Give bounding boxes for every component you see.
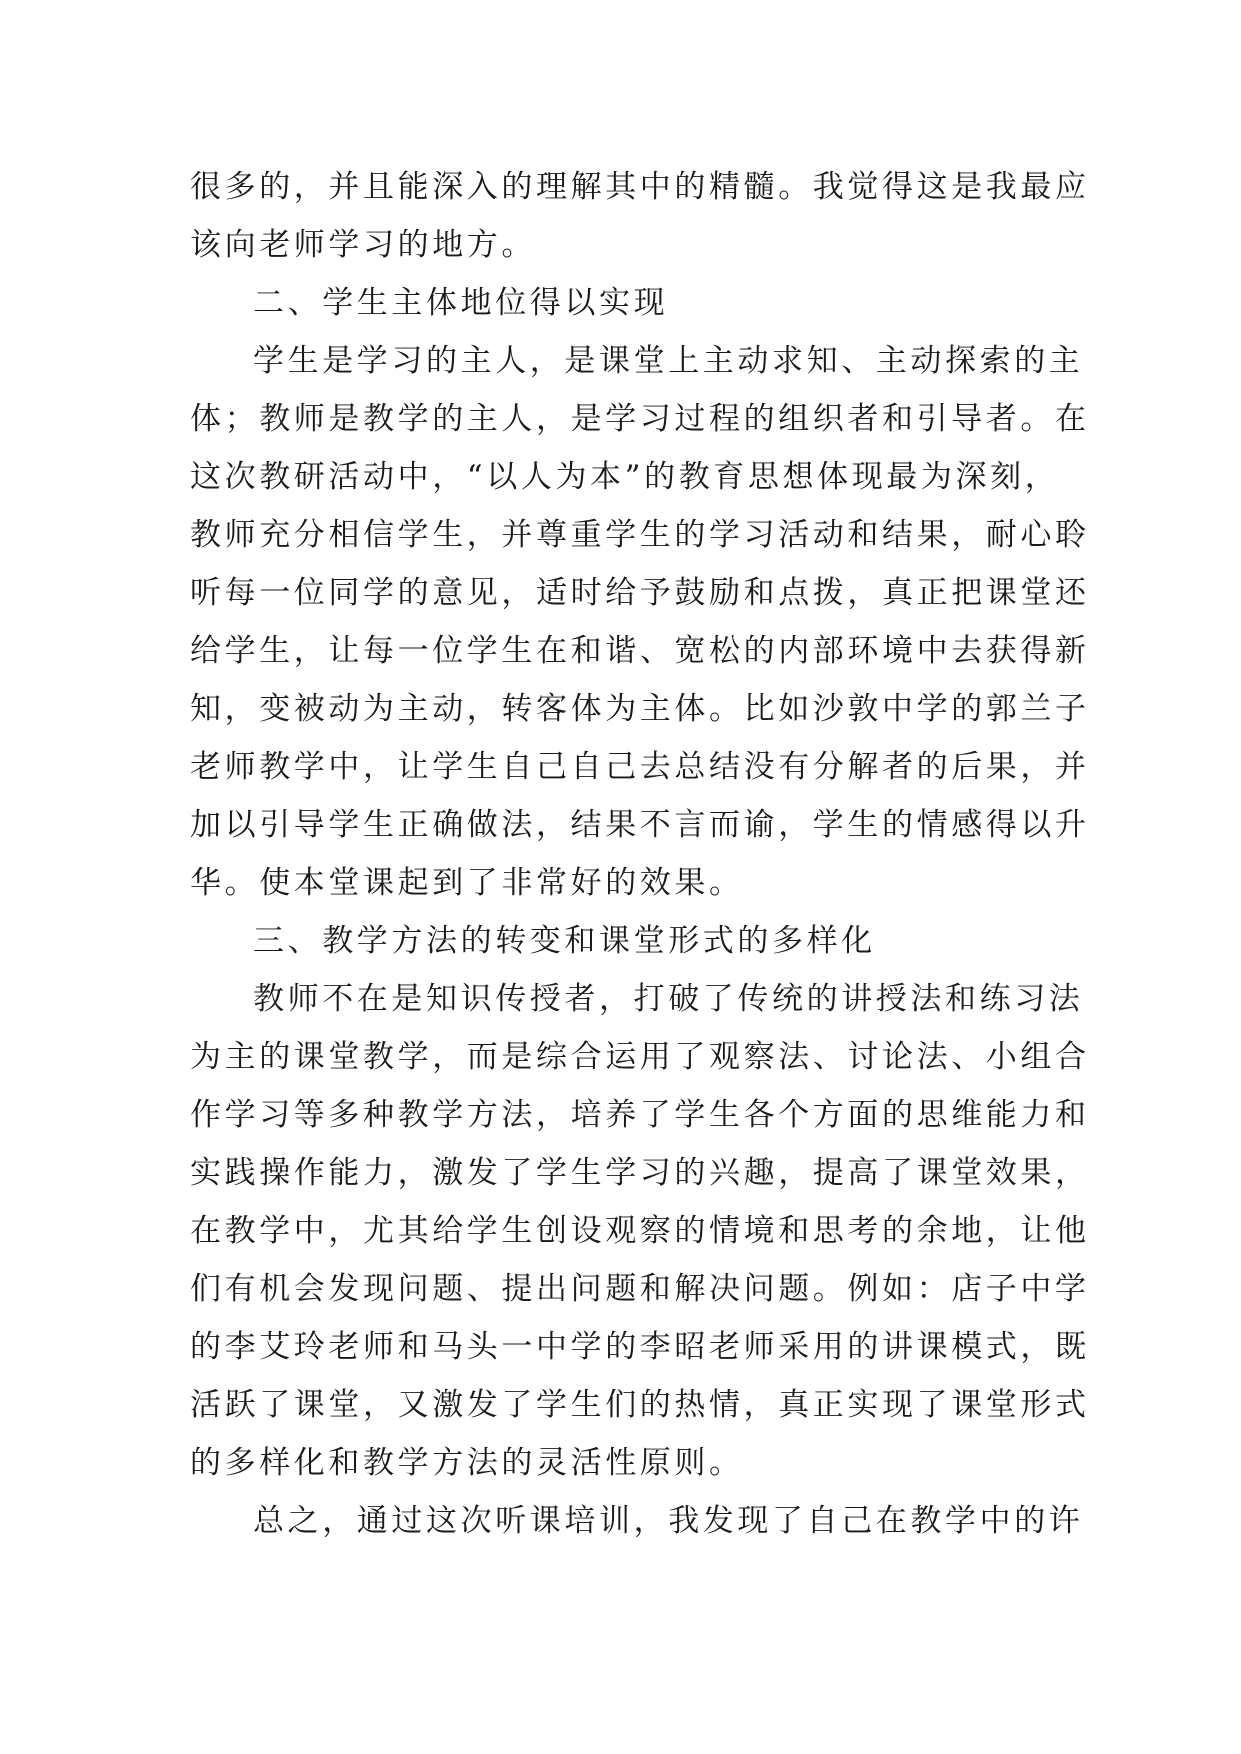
text-line: 知，变被动为主动，转客体为主体。比如沙敦中学的郭兰子 <box>190 691 1090 727</box>
document-body <box>190 158 1090 1550</box>
text-line: 们有机会发现问题、提出问题和解决问题。例如：店子中学 <box>190 1271 1090 1307</box>
text-line: 很多的，并且能深入的理解其中的精髓。我觉得这是我最应 <box>190 169 1090 205</box>
text-line: 为主的课堂教学，而是综合运用了观察法、讨论法、小组合 <box>190 1039 1090 1075</box>
text-line: 给学生，让每一位学生在和谐、宽松的内部环境中去获得新 <box>190 633 1090 669</box>
text-line: 的多样化和教学方法的灵活性原则。 <box>190 1445 744 1481</box>
text-line: 活跃了课堂，又激发了学生们的热情，真正实现了课堂形式 <box>190 1387 1090 1423</box>
text-line: 老师教学中，让学生自己自己去总结没有分解者的后果，并 <box>190 749 1090 785</box>
text-line: 听每一位同学的意见，适时给予鼓励和点拨，真正把课堂还 <box>190 575 1090 611</box>
text-line: 教师充分相信学生，并尊重学生的学习活动和结果，耐心聆 <box>190 517 1090 553</box>
section-heading: 三、教学方法的转变和课堂形式的多样化 <box>253 923 876 959</box>
text-line: 华。使本堂课起到了非常好的效果。 <box>190 865 744 901</box>
text-line: 教师不在是知识传授者，打破了传统的讲授法和练习法 <box>253 981 1084 1017</box>
text-line: 实践操作能力，激发了学生学习的兴趣，提高了课堂效果， <box>190 1155 1090 1191</box>
text-line: 这次教研活动中，“以人为本”的教育思想体现最为深刻， <box>190 459 1060 495</box>
text-line: 总之，通过这次听课培训，我发现了自己在教学中的许 <box>253 1503 1084 1539</box>
text-line: 加以引导学生正确做法，结果不言而谕，学生的情感得以升 <box>190 807 1090 843</box>
text-line: 的李艾玲老师和马头一中学的李昭老师采用的讲课模式，既 <box>190 1329 1090 1365</box>
text-line: 体；教师是教学的主人，是学习过程的组织者和引导者。在 <box>190 401 1090 437</box>
text-line: 该向老师学习的地方。 <box>190 227 536 263</box>
section-heading: 二、学生主体地位得以实现 <box>253 285 669 321</box>
text-line: 学生是学习的主人，是课堂上主动求知、主动探索的主 <box>253 343 1084 379</box>
text-line: 作学习等多种教学方法，培养了学生各个方面的思维能力和 <box>190 1097 1090 1133</box>
text-line: 在教学中，尤其给学生创设观察的情境和思考的余地，让他 <box>190 1213 1090 1249</box>
